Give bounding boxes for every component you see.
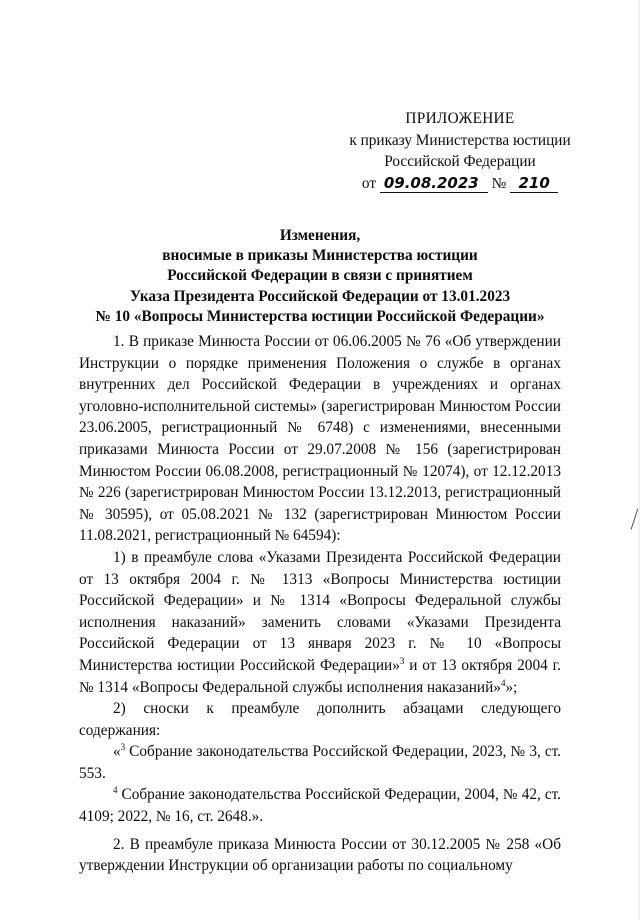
- footnote-3: [79, 741, 561, 784]
- paragraph-1-1: [79, 547, 561, 698]
- paragraph-2: 2. В преамбуле приказа Минюста России от 30.12.2005 № 258 «Об утверждении Инструкции об организации работы по социальному: [79, 835, 561, 875]
- heading-line-4: Указа Президента Российской Федерации от 13.01.2023: [129, 287, 511, 305]
- paragraph-1-1-text-a: 1) в преамбуле слова «Указами Президента Российской Федерации от 13 октября 2004 г. № 1313 «Вопросы Министерства юстиции Российской Федерации» и № 1314 «Вопросы Федеральной службы исполнения наказаний» заменить словами «Указами Президента Российской Федерации от 13 января 2023 г. № 10 «Вопросы Министерства юстиции Российской Федерации»: [79, 548, 561, 674]
- scan-pen-mark: [630, 508, 638, 530]
- heading-line-3: Российской Федерации в связи с принятием: [167, 267, 473, 285]
- appendix-order-line: к приказу Министерства юстиции: [349, 131, 571, 149]
- footnote-3-marker: 3: [120, 742, 126, 753]
- heading-line-2: вносимые в приказы Министерства юстиции: [162, 247, 478, 265]
- document-body: [79, 331, 561, 877]
- heading-line-1: Изменения,: [279, 227, 361, 244]
- date-prefix: от: [361, 174, 377, 192]
- footnote-4-text: Собрание законодательства Российской Федерации, 2004, № 42, ст. 4109; 2022, № 16, ст. 2648.».: [79, 786, 561, 826]
- paragraph-1-1-text-b: и от 13 октября 2004 г. № 1314 «Вопросы Федеральной службы исполнения наказаний»: [79, 656, 561, 696]
- appendix-block: [334, 108, 586, 194]
- handwritten-date: 09.08.2023: [380, 174, 488, 193]
- footnote-4: [79, 784, 561, 827]
- paragraph-1: 1. В приказе Минюста России от 06.06.2005 № 76 «Об утверждении Инструкции о порядке применения Положения о службе в органах внутренних дел Российской Федерации в учреждениях и органах уголовно-исполнительной системы» (зарегистрирован Минюстом России 23.06.2005, регистрационный № 6748) с изменениями, внесенными приказами Минюста России от 29.07.2008 № 156 (зарегистрирован Минюстом России 06.08.2008, регистрационный № 12074), от 12.12.2013 № 226 (зарегистрирован Минюстом России 13.12.2013, регистрационный № 30595), от 05.08.2021 № 132 (зарегистрирован Минюстом России 11.08.2021, регистрационный № 64594):: [79, 333, 561, 545]
- paragraph-1-1-text-c: »;: [505, 678, 518, 696]
- footnote-ref-4: 4: [500, 677, 506, 688]
- footnote-3-quote: «: [113, 743, 121, 761]
- heading-line-5: № 10 «Вопросы Министерства юстиции Российской Федерации»: [95, 307, 545, 325]
- handwritten-number: 210: [510, 174, 558, 193]
- number-prefix: №: [491, 174, 507, 192]
- document-heading: [70, 226, 570, 327]
- appendix-ministry-line: Российской Федерации: [384, 153, 536, 170]
- paragraph-1-2: 2) сноски к преамбуле дополнить абзацами следующего содержания:: [79, 700, 561, 739]
- footnote-ref-3: 3: [399, 655, 405, 666]
- footnote-3-text: Собрание законодательства Российской Федерации, 2023, № 3, ст. 553.: [79, 743, 561, 782]
- footnote-4-marker: 4: [113, 785, 118, 796]
- appendix-date-line: [334, 173, 586, 195]
- appendix-title: ПРИЛОЖЕНИЕ: [405, 110, 515, 127]
